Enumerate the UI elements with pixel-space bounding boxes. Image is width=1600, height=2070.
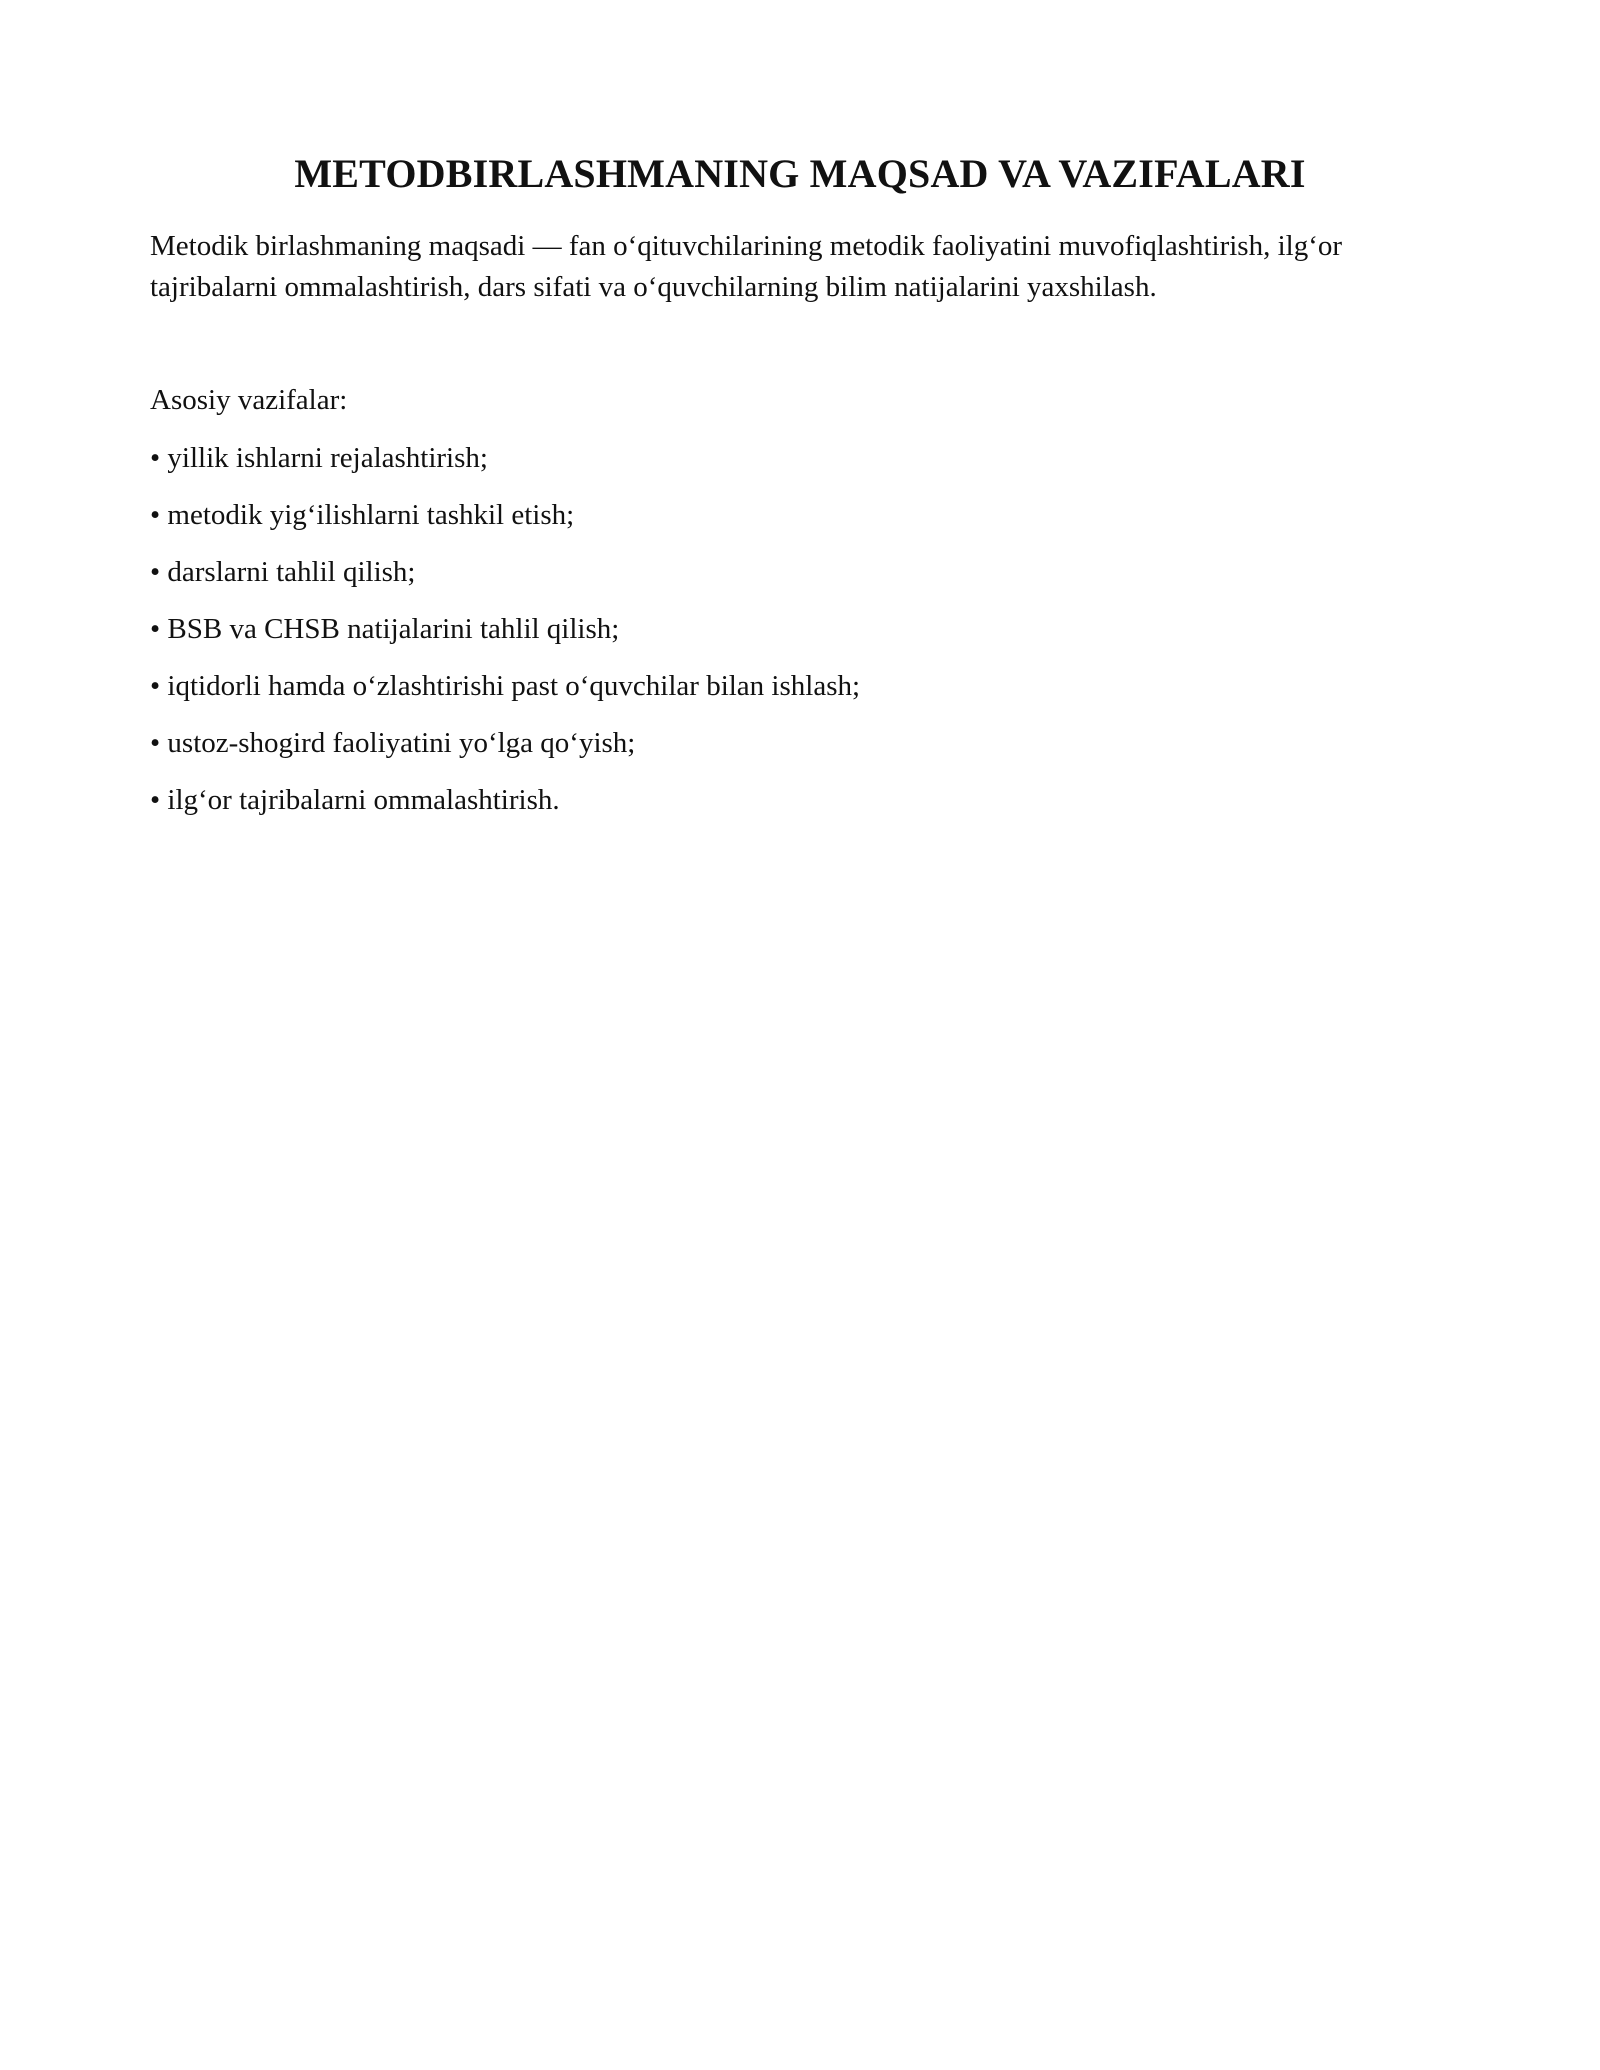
task-list (150, 438, 1450, 821)
task-item: • BSB va CHSB natijalarini tahlil qilish; (150, 613, 620, 645)
task-item: • darslarni tahlil qilish; (150, 556, 416, 588)
task-item: • yillik ishlarni rejalashtirish; (150, 442, 488, 474)
intro-paragraph: Metodik birlashmaning maqsadi — fan o‘qituvchilarining metodik faoliyatini muvofiqlashtirish, ilg‘or tajribalarni ommalashtirish, dars sifati va o‘quvchilarning bilim natijalarini yaxshilash. (150, 230, 1343, 303)
task-item: • metodik yig‘ilishlarni tashkil etish; (150, 499, 575, 531)
tasks-heading: Asosiy vazifalar: (150, 384, 348, 416)
task-item: • iqtidorli hamda o‘zlashtirishi past o‘quvchilar bilan ishlash; (150, 670, 861, 702)
task-item: • ilg‘or tajribalarni ommalashtirish. (150, 784, 560, 816)
document-title: METODBIRLASHMANING MAQSAD VA VAZIFALARI (294, 151, 1306, 196)
task-item: • ustoz-shogird faoliyatini yo‘lga qo‘yish; (150, 727, 636, 759)
